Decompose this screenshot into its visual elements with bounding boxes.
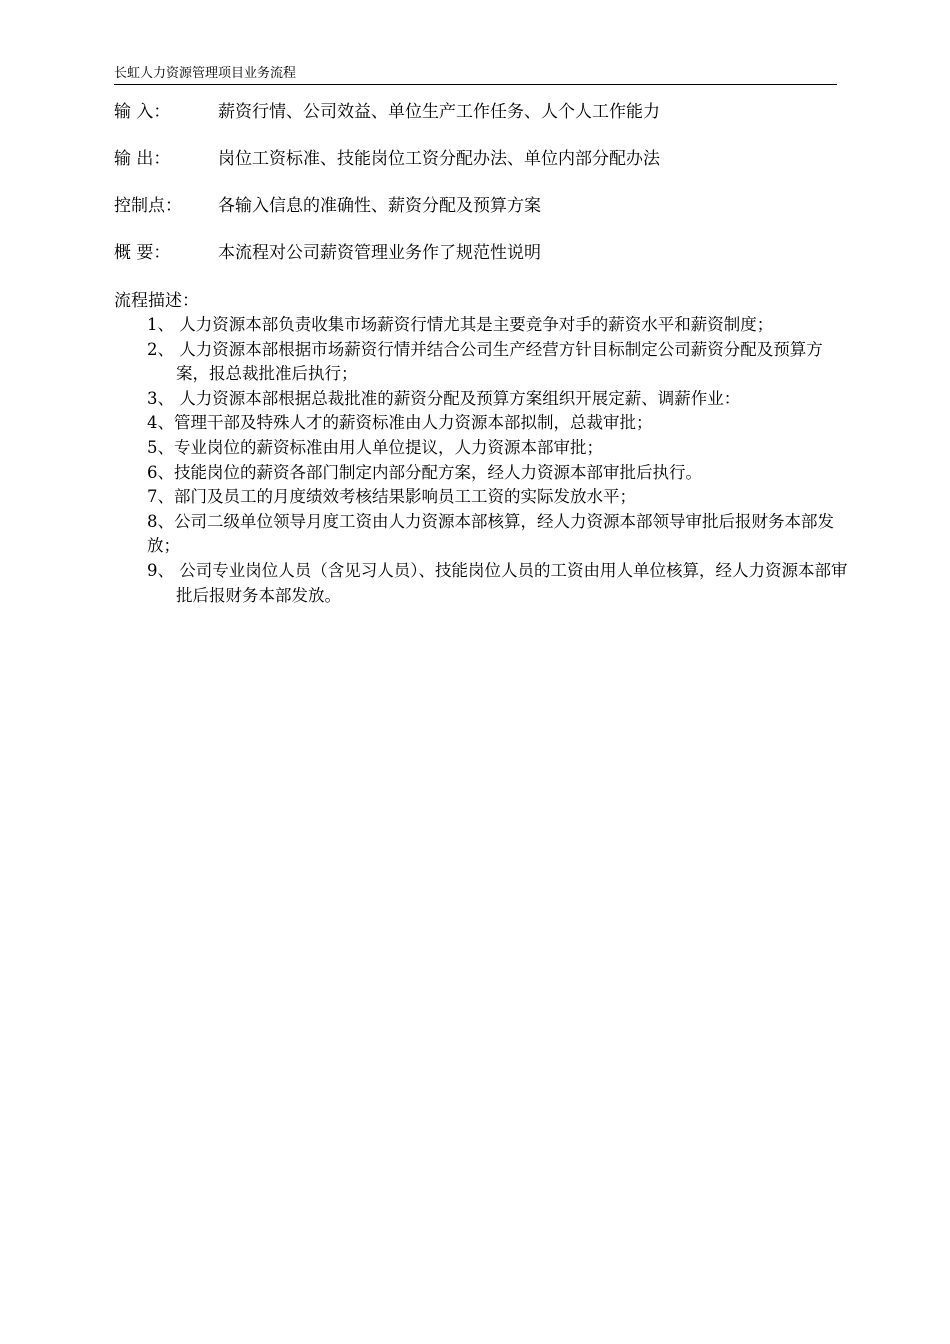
process-step-1: 1、 人力资源本部负责收集市场薪资行情尤其是主要竞争对手的薪资水平和薪资制度； [147,315,774,334]
field-output [114,147,660,171]
page-header: 长虹人力资源管理项目业务流程 [114,64,837,85]
process-step-4: 4、管理干部及特殊人才的薪资标准由人力资源本部拟制，总裁审批； [147,413,653,433]
process-step-5: 5、专业岗位的薪资标准由用人单位提议，人力资源本部审批； [147,437,603,457]
field-input-value: 薪资行情、公司效益、单位生产工作任务、人个人工作能力 [218,102,660,122]
process-step-3: 3、 人力资源本部根据总裁批准的薪资分配及预算方案组织开展定薪、调薪作业： [147,388,741,408]
field-control-point-value: 各输入信息的准确性、薪资分配及预算方案 [218,196,541,216]
process-steps-list [147,313,849,608]
process-step-7: 7、部门及员工的月度绩效考核结果影响员工工资的实际发放水平； [147,487,636,507]
field-output-label: 输 出： [114,149,171,169]
process-step-6: 6、技能岗位的薪资各部门制定内部分配方案，经人力资源本部审批后执行。 [147,462,702,482]
field-control-point [114,194,541,218]
process-step-9: 9、 公司专业岗位人员（含见习人员）、技能岗位人员的工资由用人单位核算，经人力资源本部审批后报财务本部发放。 [147,560,848,605]
field-summary-value: 本流程对公司薪资管理业务作了规范性说明 [218,243,541,263]
process-step-8: 8、公司二级单位领导月度工资由人力资源本部核算，经人力资源本部领导审批后报财务本部发放； [147,511,834,556]
field-output-value: 岗位工资标准、技能岗位工资分配办法、单位内部分配办法 [218,149,660,169]
field-input-label: 输 入： [114,102,171,122]
process-description-title: 流程描述： [114,291,199,311]
field-input [114,100,660,124]
field-summary-label: 概 要： [114,243,171,263]
field-control-point-label: 控制点： [114,196,182,216]
process-step-2: 2、 人力资源本部根据市场薪资行情并结合公司生产经营方针目标制定公司薪资分配及预算方案，报总裁批准后执行； [147,339,823,384]
field-summary [114,241,541,265]
